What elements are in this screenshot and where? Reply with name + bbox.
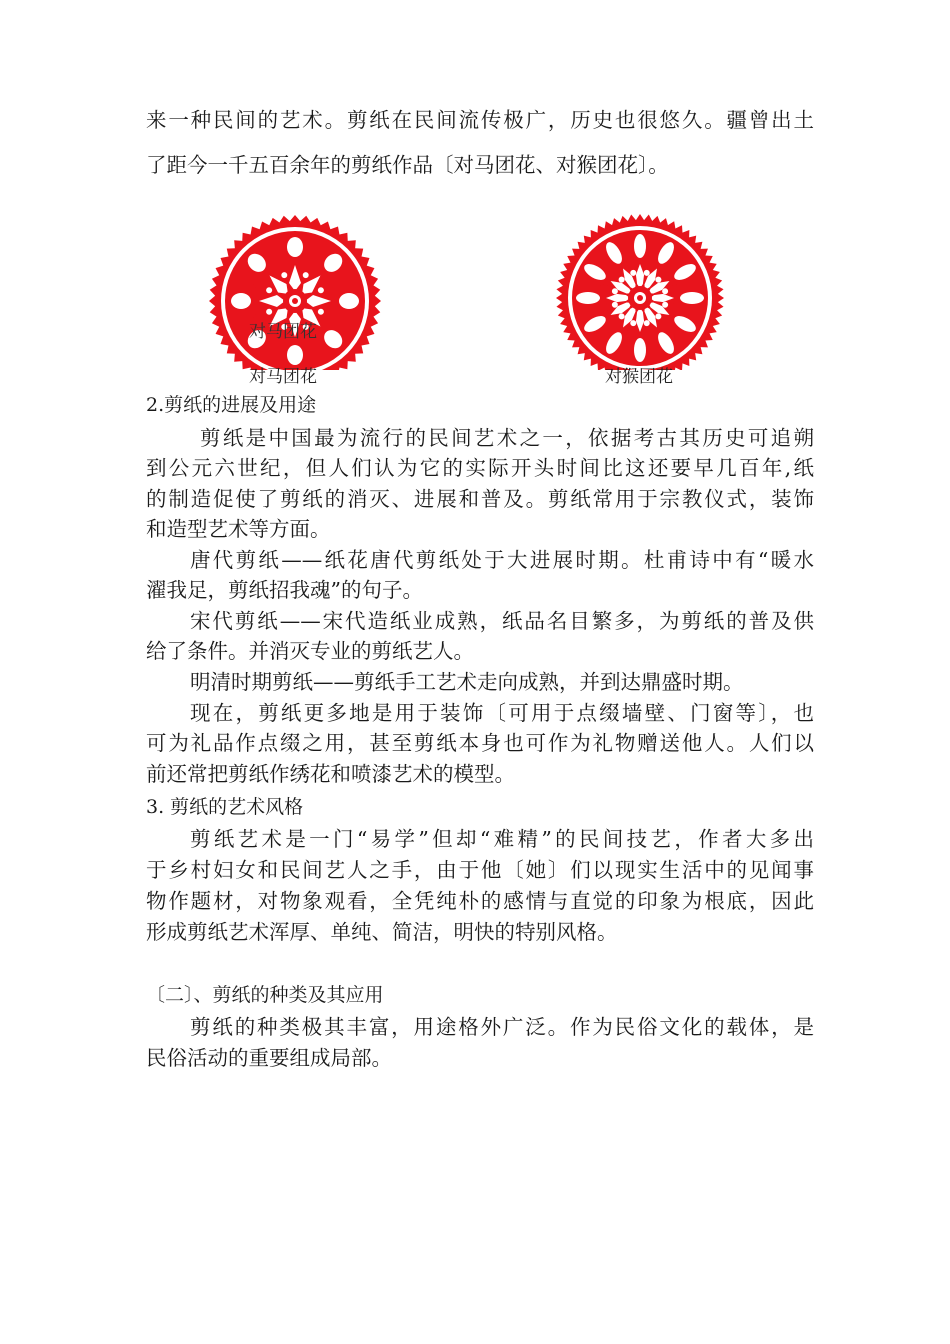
intro-line-1: 来一种民间的艺术。剪纸在民间流传极广，历史也很悠久。疆曾出土: [146, 108, 814, 132]
section-2-para-2-line-2: 濯我足，剪纸招我魂”的句子。: [146, 578, 423, 602]
left-figure-caption: 对马团花: [249, 367, 317, 387]
section-2-para-5-line-1: 现在，剪纸更多地是用于装饰〔可用于点缀墙壁、门窗等〕，也: [190, 701, 814, 725]
paper-cut-horse-figure: [206, 212, 384, 382]
section-2-para-3-line-1: 宋代剪纸——宋代造纸业成熟，纸品名目繁多，为剪纸的普及供: [190, 609, 814, 633]
section-b-para-1-line-1: 剪纸的种类极其丰富，用途格外广泛。作为民俗文化的载体，是: [190, 1015, 814, 1039]
section-3-heading: 3. 剪纸的艺术风格: [146, 796, 304, 818]
section-2-para-1-line-3: 的制造促使了剪纸的消灭、进展和普及。剪纸常用于宗教仪式，装饰: [146, 487, 814, 511]
section-2-para-5-line-2: 可为礼品作点缀之用，甚至剪纸本身也可作为礼物赠送他人。人们以: [146, 731, 814, 755]
right-figure-caption: 对猴团花: [605, 367, 673, 387]
section-2-para-3-line-2: 给了条件。并消灭专业的剪纸艺人。: [146, 639, 474, 663]
paper-cut-monkey-figure: [552, 210, 728, 382]
section-3-para-1-line-1: 剪纸艺术是一门“易学”但却“难精”的民间技艺，作者大多出: [190, 827, 814, 851]
section-2-para-5-line-3: 前还常把剪纸作绣花和喷漆艺术的模型。: [146, 762, 515, 786]
section-3-para-1-line-4: 形成剪纸艺术浑厚、单纯、简洁，明快的特别风格。: [146, 920, 618, 944]
section-b-heading: 〔二〕、剪纸的种类及其应用: [146, 984, 384, 1006]
intro-line-2: 了距今一千五百余年的剪纸作品〔对马团花、对猴团花〕。: [146, 153, 669, 177]
section-2-para-4-line-1: 明清时期剪纸——剪纸手工艺术走向成熟，并到达鼎盛时期。: [190, 670, 744, 694]
section-2-para-2-line-1: 唐代剪纸——纸花唐代剪纸处于大进展时期。杜甫诗中有“暖水: [190, 548, 814, 572]
section-2-heading: 2.剪纸的进展及用途: [146, 394, 317, 416]
section-2-para-1-line-1: 剪纸是中国最为流行的民间艺术之一，依据考古其历史可追朔: [200, 426, 814, 450]
section-2-para-1-line-4: 和造型艺术等方面。: [146, 517, 331, 541]
section-2-para-1-line-2: 到公元六世纪，但人们认为它的实际开头时间比这还要早几百年,纸: [146, 456, 814, 480]
section-b-para-1-line-2: 民俗活动的重要组成局部。: [146, 1046, 392, 1070]
section-3-para-1-line-3: 物作题材，对物象观看，全凭纯朴的感情与直觉的印象为根底，因此: [146, 889, 814, 913]
section-3-para-1-line-2: 于乡村妇女和民间艺人之手，由于他〔她〕们以现实生活中的见闻事: [146, 858, 814, 882]
left-overlay-caption: 对马团花: [249, 322, 317, 342]
